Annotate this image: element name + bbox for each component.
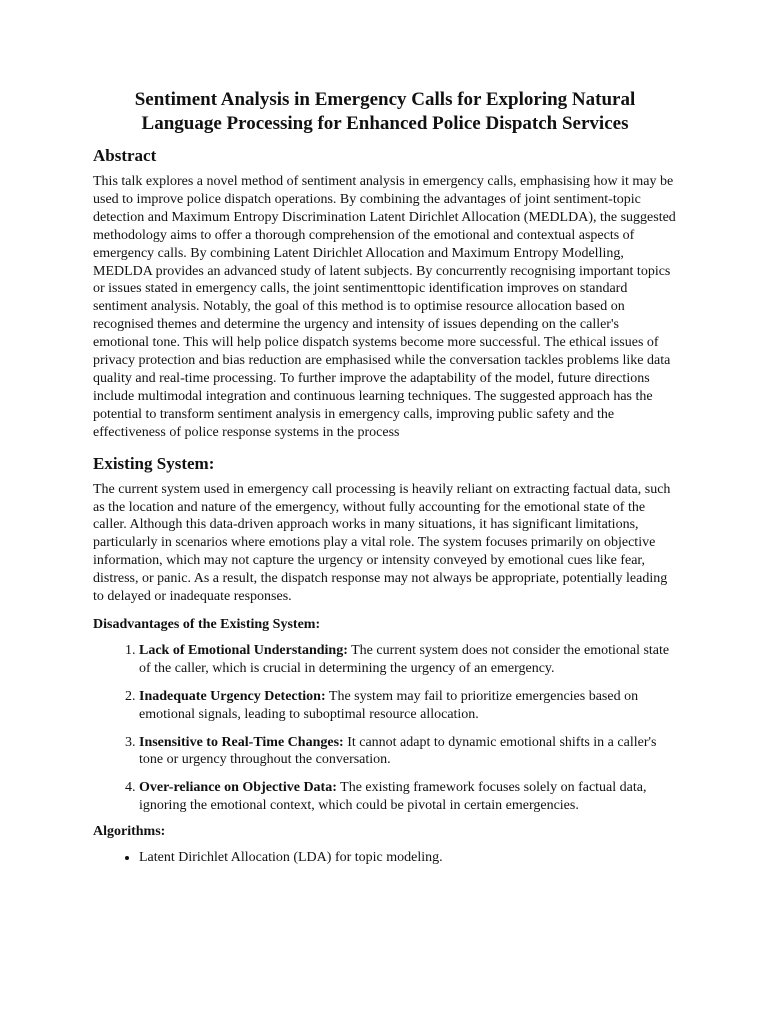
disadvantages-heading: Disadvantages of the Existing System: xyxy=(93,616,321,632)
abstract-heading: Abstract xyxy=(93,146,157,165)
disadvantage-text: It cannot adapt to dynamic emotional shifts in a caller's tone or urgency throughout the conversation. xyxy=(139,734,657,768)
list-item xyxy=(139,642,677,678)
disadvantage-text: The existing framework focuses solely on factual data, ignoring the emotional context, which could be pivotal in certain emergencies. xyxy=(139,780,647,814)
disadvantage-term: Over-reliance on Objective Data: xyxy=(139,780,337,796)
abstract-text: This talk explores a novel method of sentiment analysis in emergency calls, emphasising how it may be used to improve police dispatch operations. By combining the advantages of joint sentiment-topic detection and Maximum Entropy Discrimination Latent Dirichlet Allocation (MEDLDA), the suggested methodology aims to offer a thorough comprehension of the emotional and contextual aspects of emergency calls. By combining Latent Dirichlet Allocation and Maximum Entropy Modelling, MEDLDA provides an advanced study of latent subjects. By concurrently recognising important topics or issues stated in emergency calls, the joint sentimenttopic identification improves on standard sentiment analysis. Notably, the goal of this method is to optimise resource allocation based on recognised themes and determine the urgency and intensity of issues depending on the caller's emotional tone. This will help police dispatch systems become more successful. The ethical issues of privacy protection and bias reduction are emphasised while the conversation tackles problems like data quality and real-time processing. To further improve the adaptability of the model, future directions include multimodal integration and continuous learning techniques. The suggested approach has the potential to transform sentiment analysis in emergency calls, improving public safety and the effectiveness of police response systems in the process xyxy=(93,174,676,440)
disadvantage-term: Inadequate Urgency Detection: xyxy=(139,688,326,704)
disadvantage-text: The current system does not consider the emotional state of the caller, which is crucial in determining the urgency of an emergency. xyxy=(139,642,670,676)
document-title: Sentiment Analysis in Emergency Calls for Exploring Natural Language Processing for Enhanced Police Dispatch Services xyxy=(134,89,636,134)
disadvantage-term: Lack of Emotional Understanding: xyxy=(139,642,348,658)
disadvantage-text: The system may fail to prioritize emergencies based on emotional signals, leading to suboptimal resource allocation. xyxy=(139,688,639,722)
list-item xyxy=(139,688,677,724)
existing-system-text: The current system used in emergency call processing is heavily reliant on extracting factual data, such as the location and nature of the emergency, without fully accounting for the emotional state of the caller. Although this data-driven approach works in many situations, it has significant limitations, particularly in scenarios where emotions play a vital role. The system focuses primarily on objective information, which may not capture the urgency or intensity conveyed by emotional cues like fear, distress, or panic. As a result, the dispatch response may not always be appropriate, potentially leading to delayed or inadequate responses. xyxy=(93,481,671,605)
disadvantages-list xyxy=(93,642,677,815)
existing-system-heading: Existing System: xyxy=(93,453,215,473)
algorithms-heading: Algorithms: xyxy=(93,824,166,840)
list-item xyxy=(139,779,677,815)
document-page xyxy=(93,88,677,867)
algorithms-list xyxy=(93,849,677,867)
list-item: • Latent Dirichlet Allocation (LDA) for topic modeling. xyxy=(139,849,677,867)
list-item xyxy=(139,734,677,770)
disadvantage-term: Insensitive to Real-Time Changes: xyxy=(139,734,344,750)
